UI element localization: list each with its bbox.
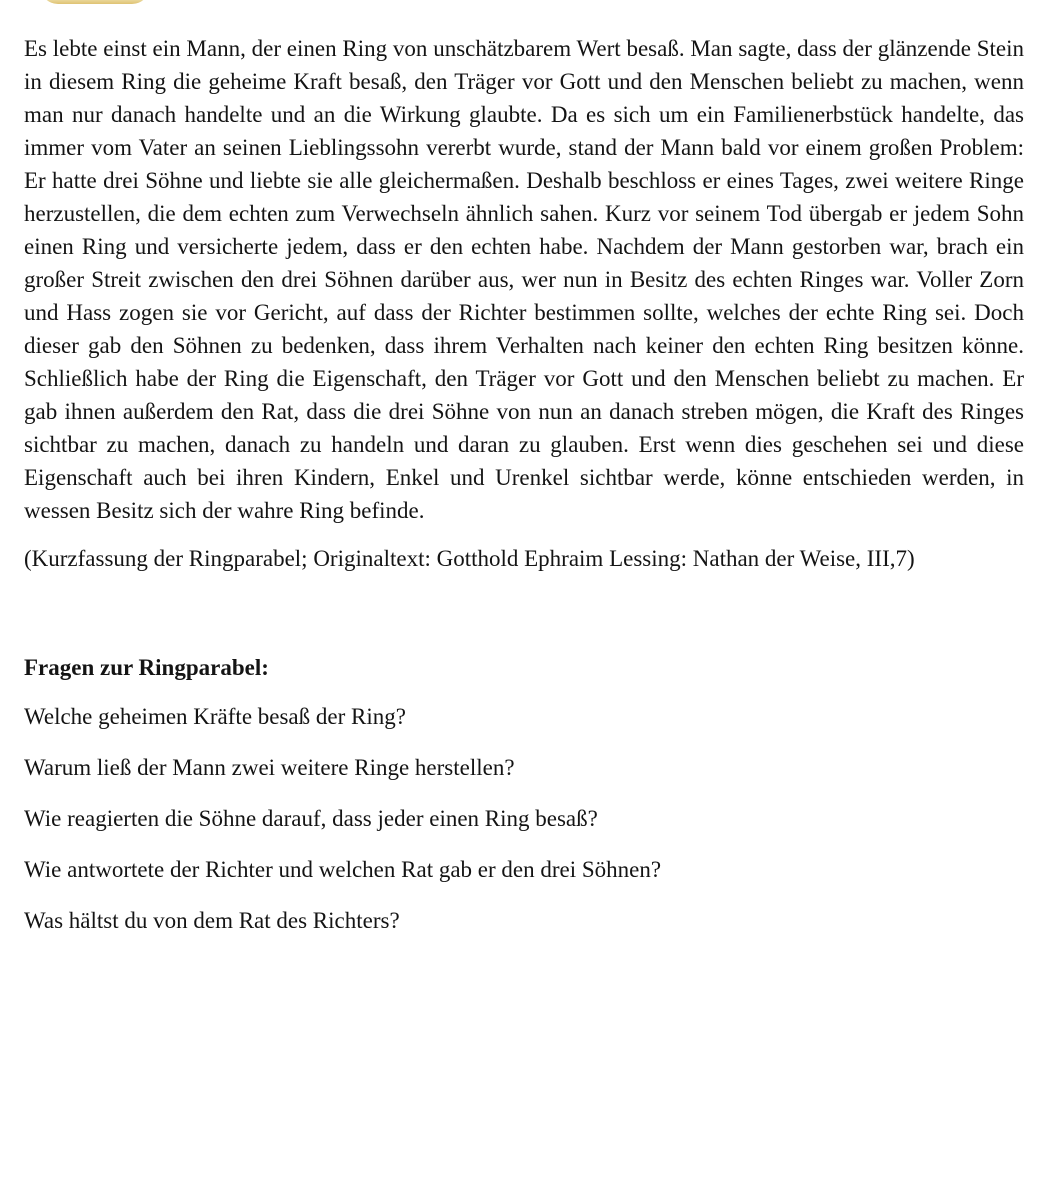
question-list — [24, 700, 1024, 937]
question-item: Was hältst du von dem Rat des Richters? — [24, 908, 400, 933]
document-page — [24, 32, 1024, 955]
question-item: Wie antwortete der Richter und welchen Rat gab er den drei Söhnen? — [24, 857, 662, 882]
story-paragraph: Es lebte einst ein Mann, der einen Ring von unschätzbarem Wert besaß. Man sagte, dass der glänzende Stein in diesem Ring die geheime Kraft besaß, den Träger vor Gott und den Menschen beliebt zu machen, wenn man nur danach handelte und an die Wirkung glaubte. Da es sich um ein Familienerbstück handelte, das immer vom Vater an seinen Lieblingssohn vererbt wurde, stand der Mann bald vor einem großen Problem: Er hatte drei Söhne und liebte sie alle gleichermaßen. Deshalb beschloss er eines Tages, zwei weitere Ringe herzustellen, die dem echten zum Verwechseln ähnlich sahen. Kurz vor seinem Tod übergab er jedem Sohn einen Ring und versicherte jedem, dass er den echten habe. Nachdem der Mann gestorben war, brach ein großer Streit zwischen den drei Söhnen darüber aus, wer nun in Besitz des echten Ringes war. Voller Zorn und Hass zogen sie vor Gericht, auf dass der Richter bestimmen sollte, welches der echte Ring sei. Doch dieser gab den Söhnen zu bedenken, dass ihrem Verhalten nach keiner den echten Ring besitzen könne. Schließlich habe der Ring die Eigenschaft, den Träger vor Gott und den Menschen beliebt zu machen. Er gab ihnen außerdem den Rat, dass die drei Söhne von nun an danach streben mögen, die Kraft des Ringes sichtbar zu machen, danach zu handeln und daran zu glauben. Erst wenn dies geschehen sei und diese Eigenschaft auch bei ihren Kindern, Enkel und Urenkel sichtbar werde, könne entschieden werden, in wessen Besitz sich der wahre Ring befinde. — [24, 36, 1024, 523]
questions-heading: Fragen zur Ringparabel: — [24, 655, 269, 680]
source-citation: (Kurzfassung der Ringparabel; Originaltext: Gotthold Ephraim Lessing: Nathan der Weise, III,7) — [24, 546, 915, 571]
ring-image-fragment — [40, 0, 150, 4]
question-item: Welche geheimen Kräfte besaß der Ring? — [24, 704, 406, 729]
question-item: Warum ließ der Mann zwei weitere Ringe herstellen? — [24, 755, 515, 780]
question-item: Wie reagierten die Söhne darauf, dass jeder einen Ring besaß? — [24, 806, 598, 831]
